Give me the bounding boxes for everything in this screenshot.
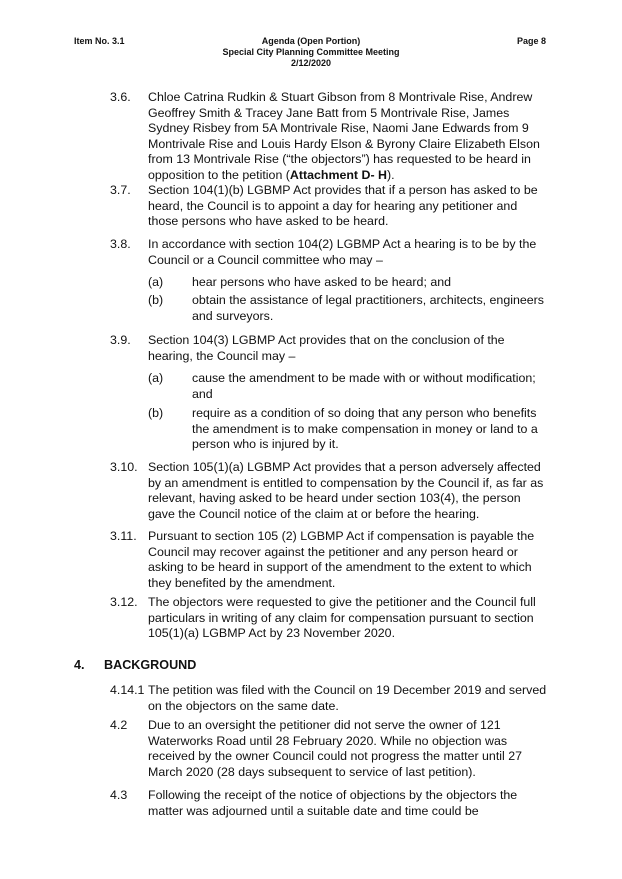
paragraph-number: 3.6. bbox=[110, 90, 131, 104]
subparagraph-text: obtain the assistance of legal practitioners, architects, engineers and surveyors. bbox=[192, 293, 544, 323]
paragraph-number: 3.12. bbox=[110, 595, 138, 609]
paragraph-3-8 bbox=[110, 237, 550, 268]
paragraph-text: Section 105(1)(a) LGBMP Act provides that a person adversely affected by an amendment is entitled to compensation by the Council if, as far as relevant, having asked to be heard under section 103(4), the person gave the Council notice of the claim at or before the hearing. bbox=[148, 460, 544, 521]
paragraph-3-10 bbox=[110, 460, 550, 522]
attachment-reference: Attachment D- H bbox=[289, 167, 387, 182]
subparagraph-text: require as a condition of so doing that any person who benefits the amendment is to make compensation in money or land to a person who is injured by it. bbox=[192, 406, 538, 452]
paragraph-text: Pursuant to section 105 (2) LGBMP Act if compensation is payable the Council may recover against the petitioner and any person heard or asking to be heard in support of the amendment to the extent to which they benefited by the amendment. bbox=[148, 529, 535, 590]
paragraph-text: Section 104(3) LGBMP Act provides that on the conclusion of the hearing, the Council may – bbox=[148, 333, 505, 363]
meeting-date: 2/12/2020 bbox=[290, 58, 332, 68]
paragraph-3-7 bbox=[110, 183, 550, 230]
text-run: Chloe Catrina Rudkin & Stuart Gibson from 8 Montrivale Rise, Andrew Geoffrey Smith & Tracey Jane Batt from 5 Montrivale Rise, James Sydney Risbey from 5A Montrivale Rise, Naomi Jane Edwards from 9 Montrivale Rise and Louis Hardy Elson & Byrony Claire Elizabeth Elson from 13 Montrivale Rise (“the objectors”) has requested to be heard in opposition to the petition ( bbox=[148, 90, 540, 182]
text-run: ). bbox=[386, 167, 395, 182]
meeting-title: Special City Planning Committee Meeting bbox=[222, 47, 400, 57]
subparagraph-label: (a) bbox=[148, 371, 164, 385]
paragraph-3-6 bbox=[110, 90, 550, 184]
subparagraph-3-9-b bbox=[148, 406, 548, 453]
paragraph-text: Section 104(1)(b) LGBMP Act provides that if a person has asked to be heard, the Council is to appoint a day for hearing any petitioner and those persons who have asked to be heard. bbox=[148, 183, 538, 229]
paragraph-text: The petition was filed with the Council on 19 December 2019 and served on the objectors on the same date. bbox=[148, 683, 547, 713]
subparagraph-label: (a) bbox=[148, 275, 164, 289]
paragraph-text: Following the receipt of the notice of objections by the objectors the matter was adjourned until a suitable date and time could be bbox=[148, 788, 518, 818]
subparagraph-3-9-a bbox=[148, 371, 548, 402]
paragraph-number: 3.9. bbox=[110, 333, 131, 347]
paragraph-number: 4.14.1 bbox=[110, 683, 145, 697]
paragraph-number: 3.7. bbox=[110, 183, 131, 197]
paragraph-3-11 bbox=[110, 529, 550, 591]
paragraph-text bbox=[148, 90, 550, 184]
paragraph-number: 3.10. bbox=[110, 460, 138, 474]
paragraph-4-3 bbox=[110, 788, 550, 819]
paragraph-text: The objectors were requested to give the petitioner and the Council full particulars in writing of any claim for compensation pursuant to section 105(1)(a) LGBMP Act by 23 November 2020. bbox=[148, 595, 536, 641]
paragraph-text: Due to an oversight the petitioner did not serve the owner of 121 Waterworks Road until 28 February 2020. While no objection was received by the owner Council could not progress the matter until 27 March 2020 (28 days subsequent to service of last petition). bbox=[148, 718, 522, 779]
paragraph-text: In accordance with section 104(2) LGBMP Act a hearing is to be by the Council or a Council committee who may – bbox=[148, 237, 537, 267]
subparagraph-3-8-a bbox=[148, 275, 548, 291]
paragraph-3-9 bbox=[110, 333, 550, 364]
paragraph-4-1 bbox=[110, 683, 550, 714]
paragraph-4-2 bbox=[110, 718, 550, 780]
subparagraph-text: hear persons who have asked to be heard; and bbox=[192, 275, 452, 289]
item-number: Item No. 3.1 bbox=[74, 36, 125, 46]
subparagraph-3-8-b bbox=[148, 293, 548, 324]
subparagraph-label: (b) bbox=[148, 293, 164, 307]
agenda-title: Agenda (Open Portion) bbox=[261, 36, 361, 46]
section-number: 4. bbox=[74, 658, 85, 672]
paragraph-number: 4.3 bbox=[110, 788, 128, 802]
subparagraph-label: (b) bbox=[148, 406, 164, 420]
paragraph-number: 3.8. bbox=[110, 237, 131, 251]
subparagraph-text: cause the amendment to be made with or without modification; and bbox=[192, 371, 536, 401]
section-title: BACKGROUND bbox=[104, 658, 197, 672]
paragraph-number: 3.11. bbox=[110, 529, 137, 543]
paragraph-3-12 bbox=[110, 595, 550, 642]
paragraph-number: 4.2 bbox=[110, 718, 128, 732]
page-number: Page 8 bbox=[516, 36, 546, 46]
